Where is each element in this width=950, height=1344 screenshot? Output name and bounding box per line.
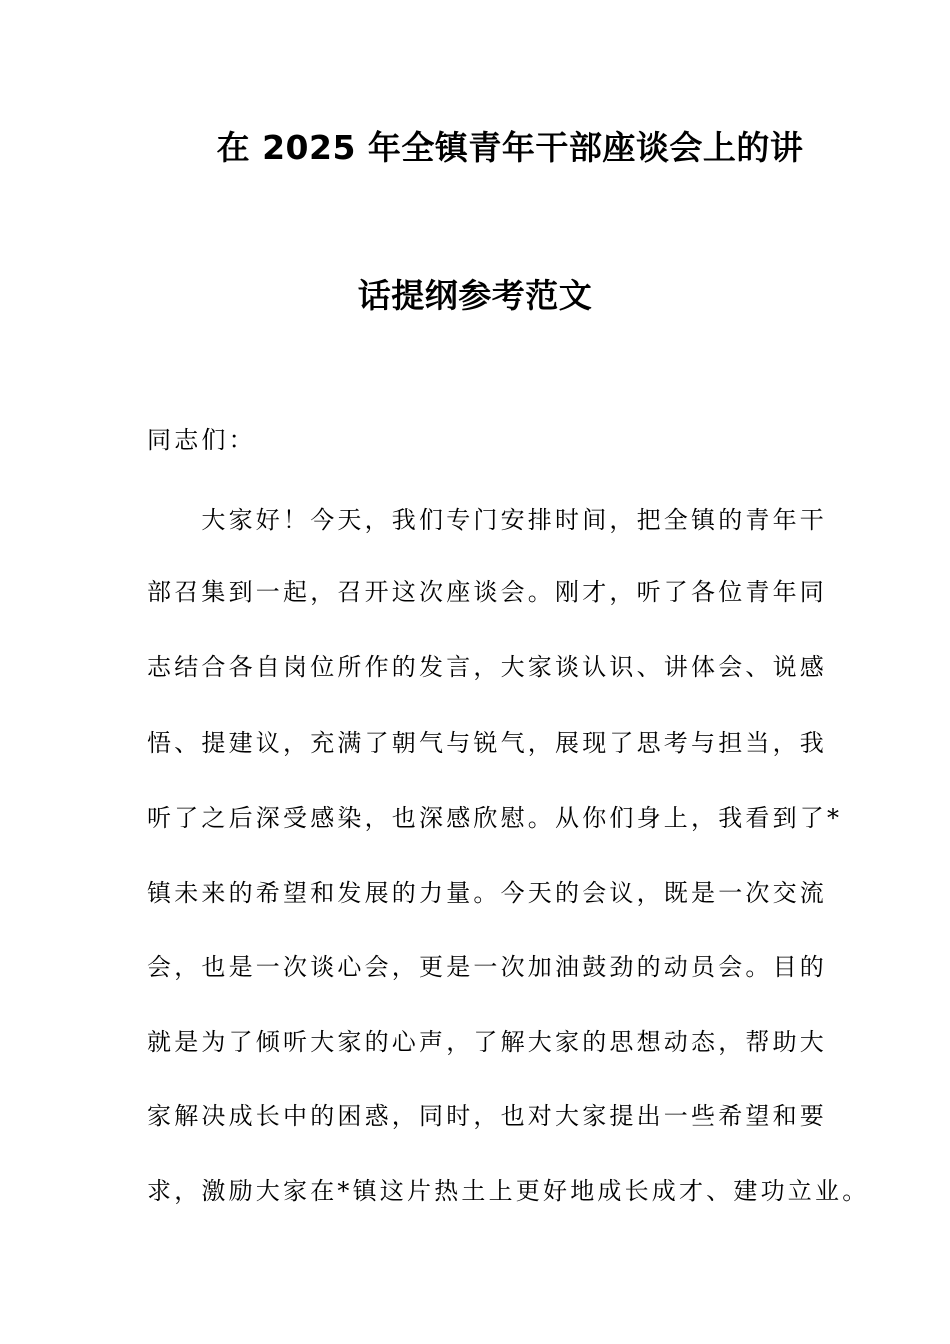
body-line: 会，也是一次谈心会，更是一次加油鼓劲的动员会。目的 bbox=[147, 953, 827, 981]
document-title-line-1: 在 2025 年全镇青年干部座谈会上的讲 bbox=[216, 128, 804, 167]
body-line: 听了之后深受感染，也深感欣慰。从你们身上，我看到了* bbox=[147, 804, 843, 832]
body-line: 部召集到一起，召开这次座谈会。刚才，听了各位青年同 bbox=[147, 578, 827, 606]
body-line: 就是为了倾听大家的心声，了解大家的思想动态，帮助大 bbox=[147, 1028, 827, 1056]
body-line: 悟、提建议，充满了朝气与锐气，展现了思考与担当，我 bbox=[147, 729, 827, 757]
body-line: 大家好！今天，我们专门安排时间，把全镇的青年干 bbox=[147, 506, 827, 534]
salutation: 同志们： bbox=[147, 426, 256, 454]
body-line: 求，激励大家在*镇这片热土上更好地成长成才、建功立业。 bbox=[147, 1177, 870, 1205]
document-title-line-2: 话提纲参考范文 bbox=[357, 276, 593, 315]
body-line: 镇未来的希望和发展的力量。今天的会议，既是一次交流 bbox=[147, 879, 827, 907]
body-line: 家解决成长中的困惑，同时，也对大家提出一些希望和要 bbox=[147, 1102, 827, 1130]
body-line: 志结合各自岗位所作的发言，大家谈认识、讲体会、说感 bbox=[147, 653, 827, 681]
